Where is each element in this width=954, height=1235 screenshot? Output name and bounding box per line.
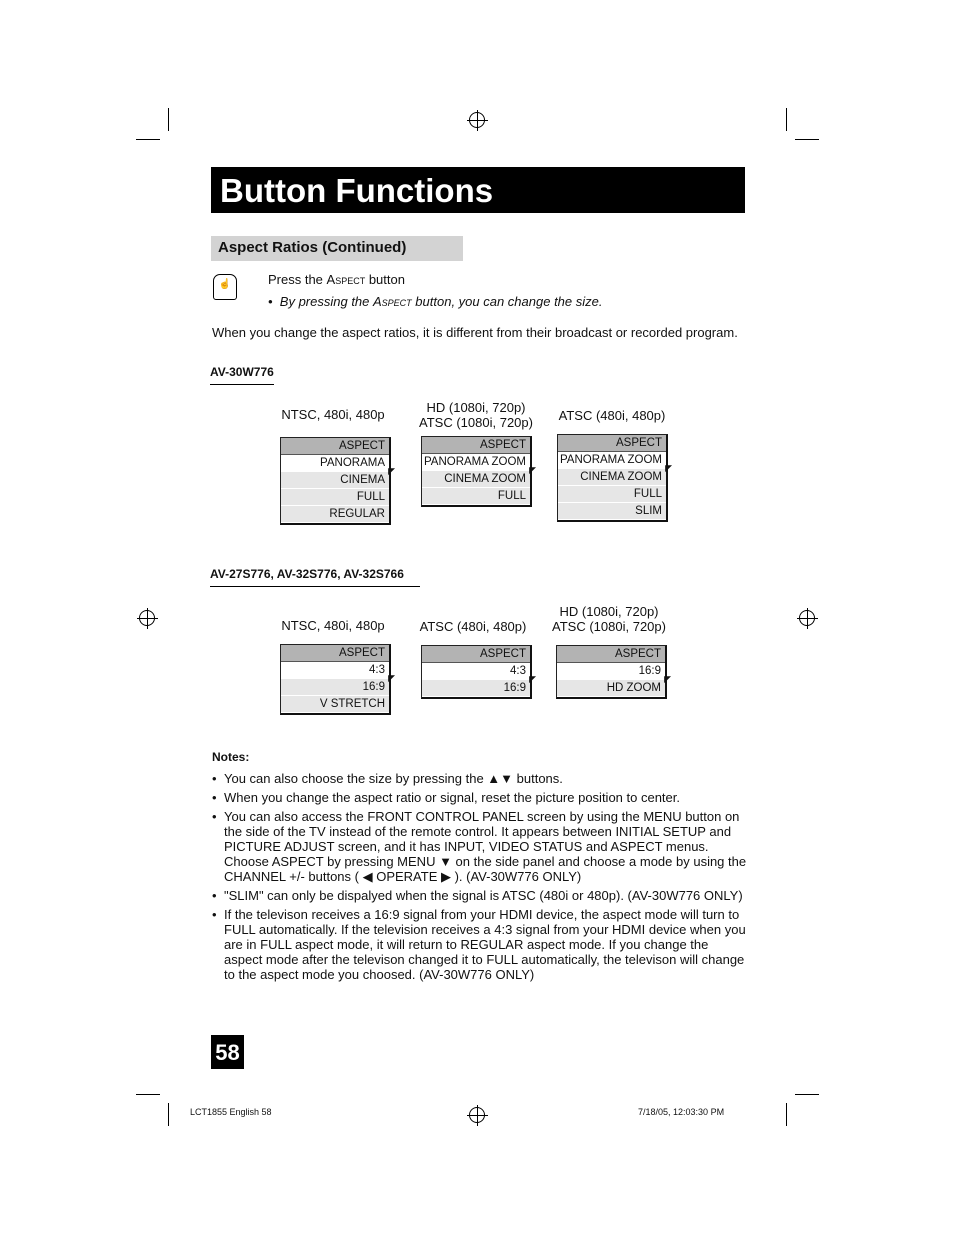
menu-caption [532, 408, 692, 423]
menu-item[interactable]: FULL [422, 488, 530, 505]
menu-item[interactable]: 4:3 [422, 663, 530, 680]
menu-item[interactable]: REGULAR [281, 506, 389, 523]
crop-mark [136, 139, 160, 140]
registration-mark-icon [469, 112, 485, 128]
menu-header: ASPECT [281, 438, 389, 455]
menu-caption [253, 618, 413, 633]
menu-header: ASPECT [557, 646, 665, 663]
caption-line: HD (1080i, 720p) [559, 604, 659, 619]
aspect-menu [421, 436, 536, 507]
menu-header: ASPECT [281, 645, 389, 662]
crop-mark [168, 1103, 169, 1126]
cursor-icon: ◤ [665, 463, 672, 473]
registration-mark-icon [139, 610, 155, 626]
crop-mark [136, 1094, 160, 1095]
menu-header: ASPECT [422, 437, 530, 454]
page-title: Button Functions [211, 167, 745, 213]
aspect-menu [280, 644, 395, 715]
intro-note: When you change the aspect ratios, it is different from their broadcast or recorded program. [212, 325, 738, 340]
aspect-menu [421, 645, 536, 699]
menu-item[interactable]: 16:9 [557, 663, 665, 680]
menu-item[interactable]: CINEMA ZOOM [558, 469, 666, 486]
page-number: 58 [211, 1035, 244, 1069]
note-item: • You can also access the FRONT CONTROL PANEL screen by using the MENU button on the side of the TV instead of the remote control. It appears between INITIAL SETUP and PICTURE ADJUST screen, and it has INPUT, VIDEO STATUS and ASPECT menus. Choose ASPECT by pressing MENU ▼ on the side panel and choose a mode by using the CHANNEL +/- buttons ( ◀ OPERATE ▶ ). (AV-30W776 ONLY) [212, 809, 747, 884]
press-instruction: Press the Aspect button [268, 272, 405, 287]
menu-item[interactable]: SLIM [558, 503, 666, 520]
menu-item[interactable]: 16:9 [281, 679, 389, 696]
footer-left: LCT1855 English 58 [190, 1107, 272, 1117]
aspect-menu [280, 437, 395, 525]
caption-line: ATSC (480i, 480p) [419, 619, 527, 634]
menu-item[interactable]: PANORAMA ZOOM [558, 452, 666, 469]
cursor-icon: ◤ [388, 466, 395, 476]
menu-item[interactable]: PANORAMA [281, 455, 389, 472]
menu-item[interactable]: 16:9 [422, 680, 530, 697]
note-item: • "SLIM" can only be dispalyed when the signal is ATSC (480i or 480p). (AV-30W776 ONLY) [212, 888, 747, 903]
crop-mark [795, 139, 819, 140]
footer-right: 7/18/05, 12:03:30 PM [638, 1107, 725, 1117]
caption-line: ATSC (480i, 480p) [558, 408, 666, 423]
model-heading: AV-30W776 [210, 365, 274, 385]
note-item: • When you change the aspect ratio or signal, reset the picture position to center. [212, 790, 747, 805]
caption-line: NTSC, 480i, 480p [281, 618, 385, 633]
notes-title: Notes: [212, 750, 250, 764]
cursor-icon: ◤ [529, 674, 536, 684]
cursor-icon: ◤ [664, 674, 671, 684]
crop-mark [168, 108, 169, 131]
menu-item[interactable]: 4:3 [281, 662, 389, 679]
menu-item[interactable]: PANORAMA ZOOM [422, 454, 530, 471]
aspect-menu [557, 434, 672, 522]
menu-item[interactable]: V STRETCH [281, 696, 389, 713]
section-heading: Aspect Ratios (Continued) [211, 236, 463, 261]
caption-line: NTSC, 480i, 480p [281, 407, 385, 422]
menu-item[interactable]: CINEMA ZOOM [422, 471, 530, 488]
cursor-icon: ◤ [388, 673, 395, 683]
press-bullet: • By pressing the Aspect button, you can change the size. [268, 294, 603, 309]
menu-caption [529, 604, 689, 634]
note-item: • You can also choose the size by pressing the ▲▼ buttons. [212, 771, 747, 786]
crop-mark [786, 108, 787, 131]
note-item: • If the televison receives a 16:9 signal from your HDMI device, the aspect mode will turn to FULL automatically. If the television receives a 4:3 signal from your HDMI device when you are in FULL aspect mode, it will return to REGULAR aspect mode. If you change the aspect mode after the televison changed it to FULL automatically, the televison will change to the aspect mode you choosed. (AV-30W776 ONLY) [212, 907, 747, 982]
menu-header: ASPECT [558, 435, 666, 452]
crop-mark [795, 1094, 819, 1095]
notes-section [212, 750, 747, 986]
menu-item[interactable]: FULL [558, 486, 666, 503]
aspect-menu [556, 645, 671, 699]
registration-mark-icon [799, 610, 815, 626]
crop-mark [786, 1103, 787, 1126]
model-heading: AV-27S776, AV-32S776, AV-32S766 [210, 567, 420, 587]
caption-line: ATSC (1080i, 720p) [552, 619, 666, 634]
registration-mark-icon [469, 1107, 485, 1123]
menu-item[interactable]: FULL [281, 489, 389, 506]
caption-line: ATSC (1080i, 720p) [419, 415, 533, 430]
hand-press-icon: ☝ [213, 274, 237, 300]
menu-item[interactable]: HD ZOOM [557, 680, 665, 697]
menu-header: ASPECT [422, 646, 530, 663]
cursor-icon: ◤ [529, 465, 536, 475]
menu-caption [253, 407, 413, 422]
menu-item[interactable]: CINEMA [281, 472, 389, 489]
caption-line: HD (1080i, 720p) [426, 400, 526, 415]
